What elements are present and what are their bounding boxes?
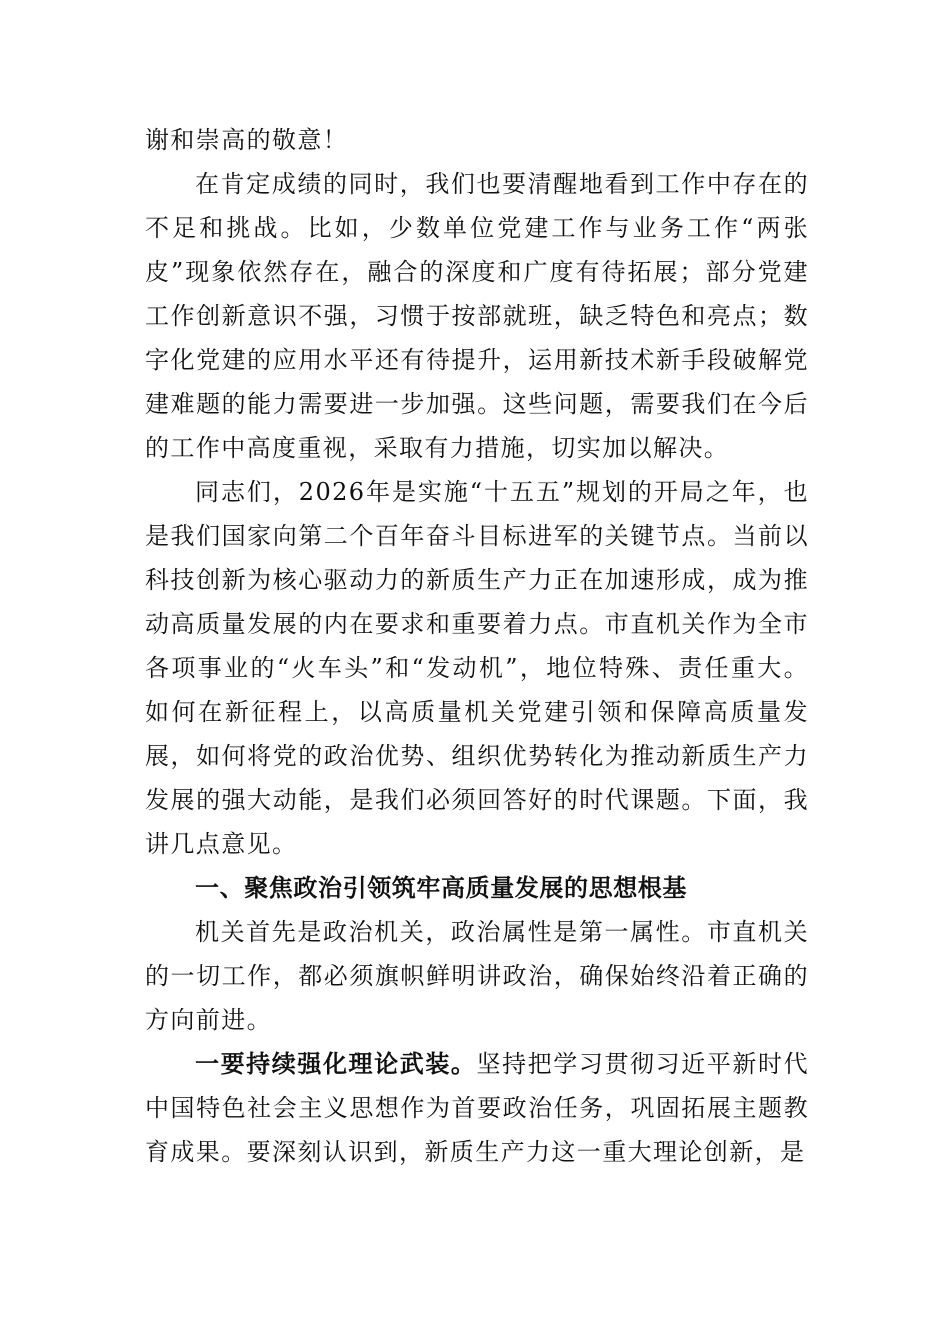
- paragraph-shortcomings: 在肯定成绩的同时，我们也要清醒地看到工作中存在的不足和挑战。比如，少数单位党建工作与业务工作“两张皮”现象依然存在，融合的深度和广度有待拓展；部分党建工作创新意识不强，习惯于按部就班，缺乏特色和亮点；数字化党建的应用水平还有待提升，运用新技术新手段破解党建难题的能力需要进一步加强。这些问题，需要我们在今后的工作中高度重视，采取有力措施，切实加以解决。: [145, 170, 809, 462]
- paragraph-political-organ: 机关首先是政治机关，政治属性是第一属性。市直机关的一切工作，都必须旗帜鲜明讲政治，确保始终沿着正确的方向前进。: [145, 918, 809, 1034]
- paragraph-lead-phrase: 一要持续强化理论武装。: [195, 1050, 477, 1078]
- paragraph-theory-armament: [145, 1042, 809, 1174]
- paragraph-body-text: 坚持把学习贯彻习近平新时代中国特色社会主义思想作为首要政治任务，巩固拓展主题教育成果。要深刻认识到，新质生产力这一重大理论创新，是: [145, 1050, 809, 1166]
- paragraph-closing-thanks: 谢和崇高的敬意！: [145, 126, 349, 154]
- paragraph-context: 同志们，2026年是实施“十五五”规划的开局之年，也是我们国家向第二个百年奋斗目标进军的关键节点。当前以科技创新为核心驱动力的新质生产力正在加速形成，成为推动高质量发展的内在要求和重要着力点。市直机关作为全市各项事业的“火车头”和“发动机”，地位特殊、责任重大。如何在新征程上，以高质量机关党建引领和保障高质量发展，如何将党的政治优势、组织优势转化为推动新质生产力发展的强大动能，是我们必须回答好的时代课题。下面，我讲几点意见。: [145, 478, 809, 858]
- document-body: [145, 118, 809, 1174]
- section-heading: 一、聚焦政治引领筑牢高质量发展的思想根基: [195, 874, 687, 902]
